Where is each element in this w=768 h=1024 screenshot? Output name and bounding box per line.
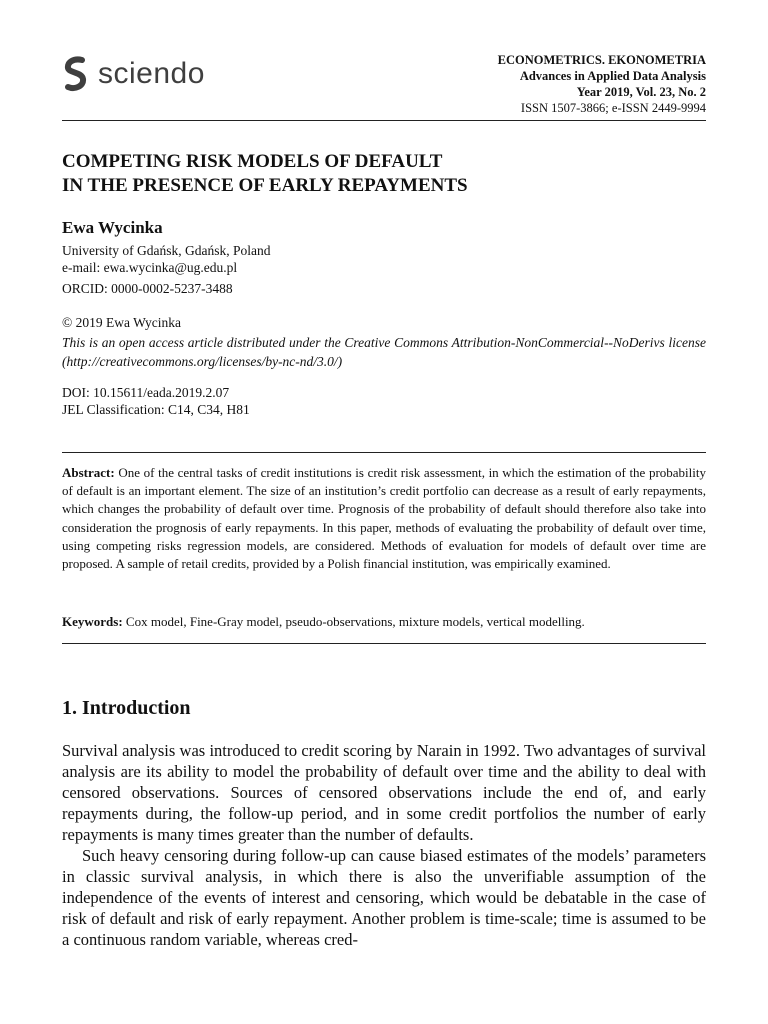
title-line-1: COMPETING RISK MODELS OF DEFAULT <box>62 151 443 172</box>
body-text <box>62 740 706 950</box>
section-heading: 1. Introduction <box>62 697 191 719</box>
keywords <box>62 614 706 630</box>
header-divider <box>62 120 706 121</box>
keywords-label: Keywords: <box>62 614 123 629</box>
abstract-top-divider <box>62 452 706 453</box>
email[interactable]: e-mail: ewa.wycinka@ug.edu.pl <box>62 260 238 275</box>
paragraph: Such heavy censoring during follow-up can cause biased estimates of the models’ parameters in classic survival analysis, in which there is also the unverifiable assumption of the independence of the events of interest and censoring, which would be debatable in the case of risk of default and risk of early repayment. Another problem is time-scale; time is assumed to be a continuous random variable, whereas cred- <box>62 846 706 949</box>
journal-issn: ISSN 1507-3866; e-ISSN 2449-9994 <box>520 101 706 115</box>
abstract-label: Abstract: <box>62 465 115 480</box>
doi[interactable]: DOI: 10.15611/eada.2019.2.07 <box>62 385 230 400</box>
author-affiliation-block <box>62 242 270 276</box>
copyright: © 2019 Ewa Wycinka <box>62 315 182 330</box>
sciendo-s-icon <box>62 56 90 92</box>
article-title <box>62 150 702 198</box>
orcid[interactable]: ORCID: 0000-0002-5237-3488 <box>62 281 233 296</box>
doi-block <box>62 384 250 418</box>
abstract-text: One of the central tasks of credit institutions is credit risk assessment, in which the estimation of the probability of default is an important element. The size of an institution’s credit portfolio can decrease as a result of early repayments, which changes the probability of default over time. Prognosis of the probability of default should therefore also take into consideration the prognosis of early repayments. In this paper, methods of evaluating the probability of default over time, using competing risks regression models, are considered. Methods of evaluation for models of default over time are proposed. A sample of retail credits, provided by a Polish financial institution, was empirically examined. <box>62 465 706 572</box>
paragraph: Survival analysis was introduced to credit scoring by Narain in 1992. Two advantages of survival analysis are its ability to model the probability of default over time and the ability to deal with censored observations. Sources of censored observations include the end of, and early repayments during, the follow-up period, and in some credit portfolios the number of early repayments is many times greater than the number of defaults. <box>62 741 706 844</box>
license-text[interactable]: This is an open access article distributed under the Creative Commons Attribution-NonCommercial--NoDerivs license (http://creativecommons.org/licenses/by-nc-nd/3.0/) <box>62 335 706 369</box>
abstract <box>62 464 706 573</box>
sciendo-logo <box>62 56 205 92</box>
journal-name: ECONOMETRICS. EKONOMETRIA <box>497 53 706 67</box>
keywords-text: Cox model, Fine-Gray model, pseudo-observations, mixture models, vertical modelling. <box>122 614 585 629</box>
author-name: Ewa Wycinka <box>62 218 163 237</box>
title-line-2: IN THE PRESENCE OF EARLY REPAYMENTS <box>62 175 468 196</box>
logo-text: sciendo <box>98 57 205 90</box>
affiliation: University of Gdańsk, Gdańsk, Poland <box>62 243 271 258</box>
journal-subtitle: Advances in Applied Data Analysis <box>519 69 706 83</box>
jel-classification: JEL Classification: C14, C34, H81 <box>62 402 250 417</box>
journal-info <box>498 52 706 116</box>
abstract-bottom-divider <box>62 643 706 644</box>
journal-volume: Year 2019, Vol. 23, No. 2 <box>576 85 706 99</box>
